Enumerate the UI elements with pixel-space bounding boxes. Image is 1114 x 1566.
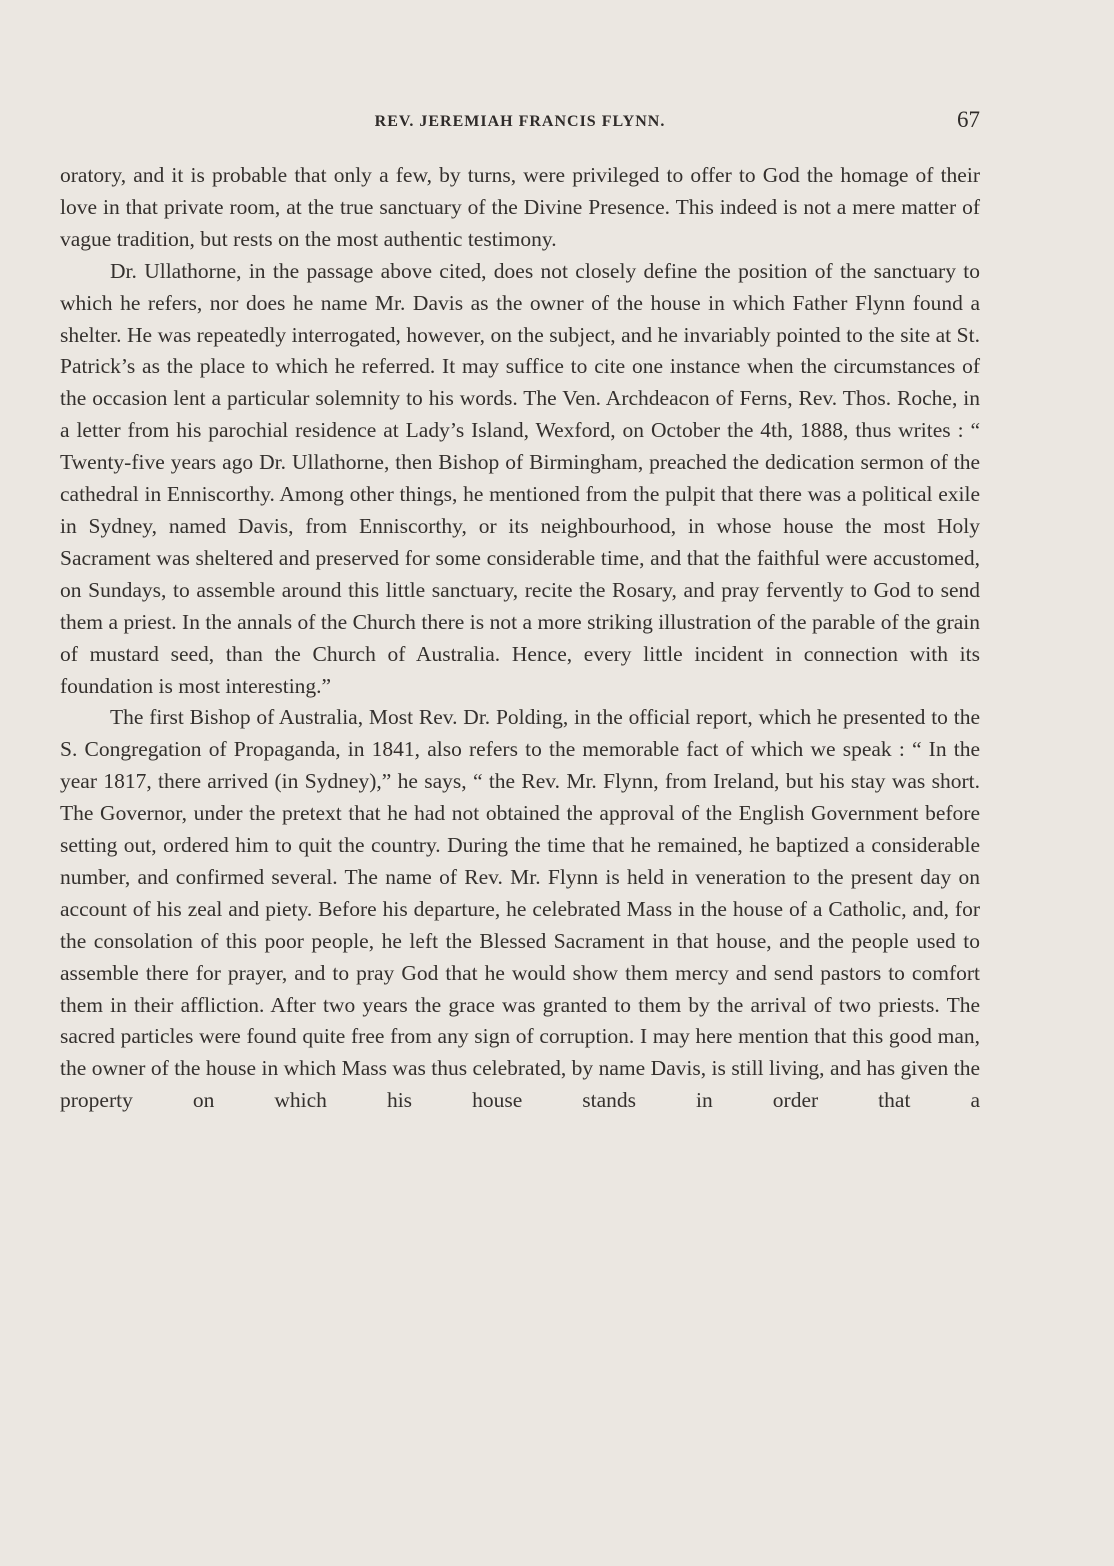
running-title: REV. JEREMIAH FRANCIS FLYNN. xyxy=(374,113,666,130)
page-header xyxy=(60,107,980,137)
paragraph-polding: The first Bishop of Australia, Most Rev. Dr. Polding, in the official report, which he presented to the S. Congregation of Propaganda, in 1841, also refers to the memorable fact of which we speak : “ In the year 1817, there arrived (in Sydney),” he says, “ the Rev. Mr. Flynn, from Ireland, but his stay was short. The Governor, under the pretext that he had not obtained the approval of the English Government before setting out, ordered him to quit the country. During the time that he remained, he baptized a considerable number, and confirmed several. The name of Rev. Mr. Flynn is held in veneration to the present day on account of his zeal and piety. Before his departure, he celebrated Mass in the house of a Catholic, and, for the consolation of this poor people, he left the Blessed Sacrament in that house, and the people used to assemble there for prayer, and to pray God that he would show them mercy and send pastors to comfort them in their affliction. After two years the grace was granted to them by the arrival of two priests. The sacred particles were found quite free from any sign of corruption. I may here mention that this good man, the owner of the house in which Mass was thus celebrated, by name Davis, is still living, and has given the property on which his house stands in order that a xyxy=(60,705,980,1113)
body-text xyxy=(60,160,980,1117)
paragraph-continued: oratory, and it is probable that only a few, by turns, were privileged to offer to God the homage of their love in that private room, at the true sanctuary of the Divine Presence. This indeed is not a mere matter of vague tradition, but rests on the most authentic testimony. xyxy=(60,163,980,251)
page-number: 67 xyxy=(957,107,980,132)
paragraph-ullathorne: Dr. Ullathorne, in the passage above cited, does not closely define the position of the sanctuary to which he refers, nor does he name Mr. Davis as the owner of the house in which Father Flynn found a shelter. He was repeatedly interrogated, however, on the subject, and he invariably pointed to the site at St. Patrick’s as the place to which he referred. It may suffice to cite one instance when the circumstances of the occasion lent a particular solemnity to his words. The Ven. Archdeacon of Ferns, Rev. Thos. Roche, in a letter from his parochial residence at Lady’s Island, Wexford, on October the 4th, 1888, thus writes : “ Twenty-five years ago Dr. Ullathorne, then Bishop of Birmingham, preached the dedication sermon of the cathedral in Enniscorthy. Among other things, he mentioned from the pulpit that there was a political exile in Sydney, named Davis, from Enniscorthy, or its neighbourhood, in whose house the most Holy Sacrament was sheltered and preserved for some considerable time, and that the faithful were accustomed, on Sundays, to assemble around this little sanctuary, recite the Rosary, and pray fervently to God to send them a priest. In the annals of the Church there is not a more striking illustration of the parable of the grain of mustard seed, than the Church of Australia. Hence, every little incident in connection with its foundation is most interesting.” xyxy=(60,258,980,698)
